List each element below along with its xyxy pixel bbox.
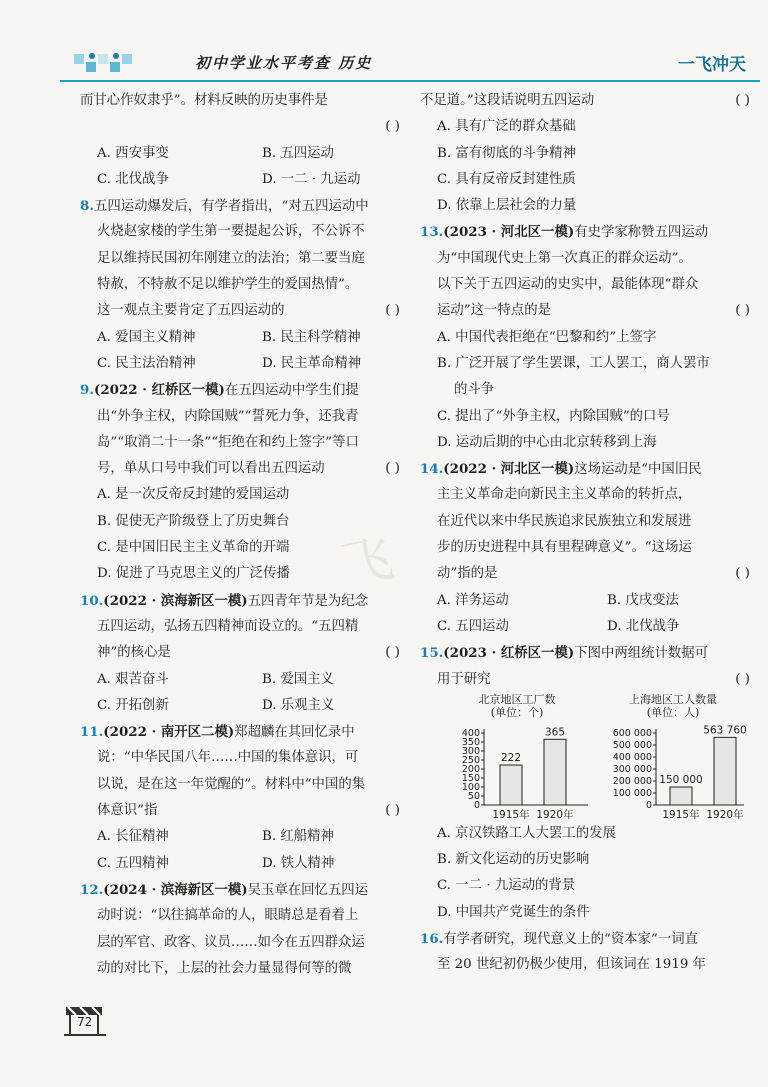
q15-line: 用于研究 xyxy=(437,671,491,687)
q12-line: 吴玉章在回忆五四运 xyxy=(247,882,369,898)
q8-line: 五四运动爆发后，有学者指出，“对五四运动中 xyxy=(93,199,369,215)
q12-answer-paren[interactable]: ( ) xyxy=(735,93,750,108)
option-a[interactable]: A. 艰苦奋斗 xyxy=(97,671,169,687)
bar-value-label: 563 760 xyxy=(703,724,747,737)
option-b[interactable]: B. 新文化运动的历史影响 xyxy=(437,852,590,868)
page-number: 72 xyxy=(77,1015,93,1029)
chart-subtitle: (单位：人) xyxy=(646,705,700,719)
q10-line: 五四青年节是为纪念 xyxy=(247,593,369,609)
q11-answer-paren[interactable]: ( ) xyxy=(385,803,400,819)
option-d[interactable]: D. 乐观主义 xyxy=(262,697,335,713)
q15-number: 15. xyxy=(420,645,444,662)
option-b[interactable]: B. 戊戌变法 xyxy=(607,592,679,608)
q13-line: 为“中国现代史上第一次真正的群众运动”。 xyxy=(437,250,692,266)
option-d[interactable]: D. 铁人精神 xyxy=(262,855,335,871)
y-tick-label: 150 xyxy=(461,772,480,784)
option-a[interactable]: A. 是一次反帝反封建的爱国运动 xyxy=(97,487,290,503)
q12-line: 层的军官、政客、议员……如今在五四群众运 xyxy=(97,934,365,950)
option-c[interactable]: C. 一二 · 九运动的背景 xyxy=(437,878,576,894)
y-tick-label: 300 000 xyxy=(612,763,652,775)
option-d[interactable]: D. 民主革命精神 xyxy=(262,355,362,371)
q9-answer-paren[interactable]: ( ) xyxy=(385,461,400,477)
y-tick-label: 200 xyxy=(461,763,480,775)
q9-line: 岛”“取消二十一条”“拒绝在和约上签字”等口 xyxy=(97,434,359,450)
option-b[interactable]: B. 富有彻底的斗争精神 xyxy=(437,145,576,161)
q9-line: 号，单从口号中我们可以看出五四运动 xyxy=(97,461,325,477)
q8-number: 8. xyxy=(80,198,94,215)
chart-svg-beijing xyxy=(442,693,592,821)
q16-line: 有学者研究，现代意义上的“资本家”一词直 xyxy=(443,932,699,948)
y-tick-label: 200 000 xyxy=(612,775,652,787)
q12-line: 不足道。”这段话说明五四运动 xyxy=(420,93,595,108)
q11-source: (2022 · 南开区二模) xyxy=(103,724,235,741)
q14-line: 主主义革命走向新民主主义革命的转折点， xyxy=(437,487,692,503)
q14-line: 在近代以来中华民族追求民族独立和发展进 xyxy=(437,513,692,529)
y-tick-label: 100 xyxy=(461,781,480,793)
y-tick-label: 400 000 xyxy=(612,751,652,763)
y-tick-label: 100 000 xyxy=(612,787,652,799)
option-c[interactable]: C. 是中国旧民主主义革命的开端 xyxy=(97,540,290,556)
bar-value-label: 365 xyxy=(544,726,566,739)
q13-line: 有史学家称赞五四运动 xyxy=(574,225,709,241)
y-tick-label: 0 xyxy=(473,799,480,811)
q11-line: 体意识”指 xyxy=(97,803,158,819)
q16-line: 至 20 世纪初仍极少使用，但该词在 1919 年 xyxy=(437,957,707,973)
y-tick-label: 500 000 xyxy=(612,739,652,751)
option-b[interactable]: B. 促使无产阶级登上了历史舞台 xyxy=(97,513,290,529)
q14-line: 这场运动是“中国旧民 xyxy=(574,462,702,478)
category-label: 1920年 xyxy=(536,808,574,821)
q7-options xyxy=(80,141,410,167)
option-d[interactable]: D. 依靠上层社会的力量 xyxy=(437,198,577,214)
brand-logo: 一飞冲天 xyxy=(678,55,746,75)
q7-text: 而甘心作奴隶乎”。材料反映的历史事件是 xyxy=(80,93,328,108)
chart-beijing-factories xyxy=(442,692,592,821)
q13-number: 13. xyxy=(420,224,444,241)
chart-title: 北京地区工厂数 xyxy=(478,692,556,706)
option-b[interactable]: B. 红船精神 xyxy=(262,829,334,845)
option-c[interactable]: C. 提出了“外争主权，内除国贼”的口号 xyxy=(437,408,670,424)
option-a[interactable]: A. 长征精神 xyxy=(97,829,169,845)
option-c[interactable]: C. 民主法治精神 xyxy=(97,355,196,371)
option-b[interactable]: B. 民主科学精神 xyxy=(262,329,361,345)
option-d[interactable]: D. 中国共产党诞生的条件 xyxy=(437,904,590,920)
q9-line: 出“外争主权，内除国贼”“誓死力争，还我青 xyxy=(97,408,359,424)
option-d[interactable]: D. 促进了马克思主义的广泛传播 xyxy=(97,566,290,582)
watermark: 飞 xyxy=(335,528,399,598)
q10-answer-paren[interactable]: ( ) xyxy=(385,645,400,661)
q8-stem xyxy=(80,193,410,219)
q8-line: 这一观点主要肯定了五四运动的 xyxy=(97,303,285,319)
category-label: 1915年 xyxy=(662,808,700,821)
y-tick-label: 300 xyxy=(461,745,480,757)
q16-number: 16. xyxy=(420,931,444,948)
q15-answer-paren[interactable]: ( ) xyxy=(735,671,750,687)
chart-shanghai-workers xyxy=(598,692,748,821)
q14-line: 步的历史进程中具有里程碑意义”。“这场运 xyxy=(437,540,692,556)
bar xyxy=(500,765,522,805)
option-b[interactable]: B. 爱国主义 xyxy=(262,671,334,687)
y-tick-label: 50 xyxy=(467,790,480,802)
option-a[interactable]: A. 洋务运动 xyxy=(437,592,509,608)
q14-source: (2022 · 河北区一模) xyxy=(443,461,575,478)
q12-line: 动的对比下，上层的社会力量显得何等的微 xyxy=(97,960,352,976)
q11-number: 11. xyxy=(80,724,104,741)
q8-answer-paren[interactable]: ( ) xyxy=(385,303,400,319)
q14-answer-paren[interactable]: ( ) xyxy=(735,566,750,582)
option-a[interactable]: A. 西安事变 xyxy=(97,145,169,161)
q14-line: 动”指的是 xyxy=(437,566,498,582)
q8-line: 特赦，不特赦不足以维护学生的爱国热情”。 xyxy=(97,277,359,293)
bar-value-label: 222 xyxy=(500,751,522,764)
q11-line: 郑超麟在其回忆录中 xyxy=(234,725,355,741)
q15-line: 下图中两组统计数据可 xyxy=(574,646,709,662)
q11-line: 以说，是在这一年觉醒的”。材料中“中国的集 xyxy=(97,776,366,792)
q9-source: (2022 · 红桥区一模) xyxy=(93,382,225,399)
option-d[interactable]: D. 北伐战争 xyxy=(607,618,680,634)
category-label: 1920年 xyxy=(706,808,744,821)
q9-line: 在五四运动中学生们提 xyxy=(224,383,359,399)
chart-title: 上海地区工人数量 xyxy=(629,692,717,706)
option-a[interactable]: A. 京汉铁路工人大罢工的发展 xyxy=(437,825,616,841)
q10-line: 五四运动，弘扬五四精神而设立的。“五四精 xyxy=(97,618,359,634)
option-c[interactable]: C. 五四精神 xyxy=(97,855,169,871)
q12-source: (2024 · 滨海新区一模) xyxy=(103,881,248,898)
q13-line: 以下关于五四运动的史实中，最能体现“群众 xyxy=(437,277,699,293)
q15-charts xyxy=(420,693,760,821)
y-tick-label: 400 xyxy=(461,727,480,739)
q14-number: 14. xyxy=(420,461,444,478)
q10-number: 10. xyxy=(80,592,104,609)
q7-answer-paren[interactable]: ( ) xyxy=(385,119,400,135)
bar-value-label: 150 000 xyxy=(659,773,703,786)
q11-line: 说：“中华民国八年……中国的集体意识，可 xyxy=(97,750,359,766)
y-tick-label: 600 000 xyxy=(612,727,652,739)
option-d[interactable]: D. 一二 · 九运动 xyxy=(262,171,361,187)
option-b[interactable]: B. 五四运动 xyxy=(262,145,334,161)
y-tick-label: 350 xyxy=(461,736,480,748)
q8-line: 足以维持民国初年刚建立的法治；第二要当庭 xyxy=(97,250,365,266)
option-b-continued: 的斗争 xyxy=(454,382,495,398)
q13-line: 运动”这一特点的是 xyxy=(437,303,551,319)
bar xyxy=(670,787,692,805)
q13-source: (2023 · 河北区一模) xyxy=(443,224,575,241)
option-c[interactable]: C. 五四运动 xyxy=(437,618,509,634)
option-a[interactable]: A. 具有广泛的群众基础 xyxy=(437,119,576,135)
option-a[interactable]: A. 中国代表拒绝在“巴黎和约”上签字 xyxy=(437,329,657,345)
option-b[interactable]: B. 广泛开展了学生罢课，工人罢工，商人罢市 xyxy=(437,355,710,371)
left-column xyxy=(80,88,410,982)
option-c[interactable]: C. 北伐战争 xyxy=(97,171,169,187)
chart-svg-shanghai xyxy=(598,693,748,821)
y-tick-label: 0 xyxy=(645,799,652,811)
q10-line: 神”的核心是 xyxy=(97,645,171,661)
option-c[interactable]: C. 具有反帝反封建性质 xyxy=(437,171,576,187)
q12-line: 动时说：“以往搞革命的人，眼睛总是看着上 xyxy=(97,908,359,924)
bar xyxy=(544,739,566,805)
book-title: 初中学业水平考查 历史 xyxy=(195,54,373,72)
q8-line: 火烧赵家楼的学生第一要提起公诉，不公诉不 xyxy=(97,224,365,240)
option-a[interactable]: A. 爱国主义精神 xyxy=(97,329,196,345)
q12-number: 12. xyxy=(80,881,104,898)
chart-subtitle: (单位：个) xyxy=(490,705,544,719)
option-c[interactable]: C. 开拓创新 xyxy=(97,697,169,713)
page-number-badge xyxy=(62,1005,112,1039)
header-decoration-icon xyxy=(72,48,184,78)
bar xyxy=(714,737,736,805)
y-tick-label: 250 xyxy=(461,754,480,766)
page-header xyxy=(60,44,760,82)
q13-answer-paren[interactable]: ( ) xyxy=(735,303,750,319)
option-d[interactable]: D. 运动后期的中心由北京转移到上海 xyxy=(437,434,657,450)
category-label: 1915年 xyxy=(492,808,530,821)
q10-source: (2022 · 滨海新区一模) xyxy=(103,592,248,609)
right-column xyxy=(420,88,760,979)
q9-number: 9. xyxy=(80,382,94,399)
q15-source: (2023 · 红桥区一模) xyxy=(443,645,575,662)
